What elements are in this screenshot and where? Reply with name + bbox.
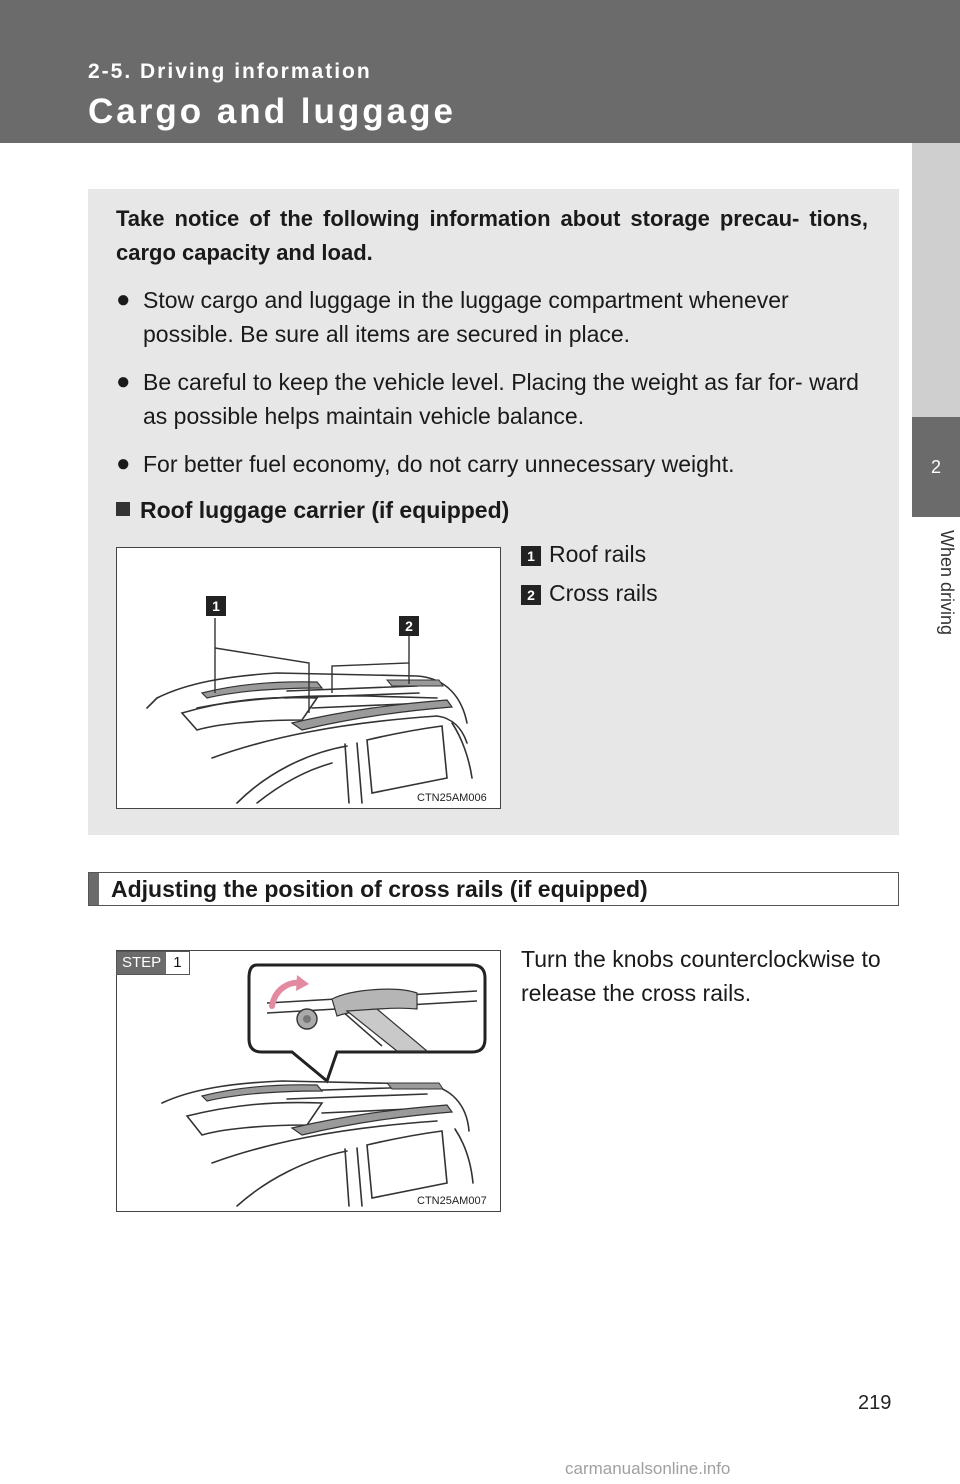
figure-code: CTN25AM006 bbox=[417, 792, 487, 804]
chapter-label: When driving bbox=[937, 530, 957, 636]
bullet-text: Be careful to keep the vehicle level. Placing the weight as far for- ward as possible helps maintain vehicle balance. bbox=[143, 369, 859, 429]
section-heading bbox=[88, 872, 899, 906]
bullet-item bbox=[116, 447, 876, 481]
step-number: 1 bbox=[166, 952, 188, 974]
page-title: Cargo and luggage bbox=[88, 92, 456, 131]
watermark: carmanualsonline.info bbox=[565, 1459, 731, 1478]
legend-label: Cross rails bbox=[549, 580, 658, 606]
page-number: 219 bbox=[858, 1392, 892, 1414]
section-heading-text: Adjusting the position of cross rails (if equipped) bbox=[111, 876, 648, 902]
bullet-text: Stow cargo and luggage in the luggage compartment whenever possible. Be sure all items are secured in place. bbox=[143, 287, 789, 347]
step-badge bbox=[116, 951, 190, 975]
side-tab-chapter bbox=[912, 417, 960, 517]
bullet-icon: ● bbox=[116, 450, 131, 477]
legend-item-cross-rails bbox=[521, 580, 658, 607]
legend-number: 1 bbox=[521, 546, 541, 566]
side-tab-top bbox=[912, 143, 960, 417]
subheading bbox=[116, 497, 509, 524]
square-bullet-icon bbox=[116, 502, 130, 516]
heading-bar bbox=[89, 873, 99, 905]
legend-number: 2 bbox=[521, 585, 541, 605]
bullet-text: For better fuel economy, do not carry unnecessary weight. bbox=[143, 451, 735, 477]
figure-code: CTN25AM007 bbox=[417, 1195, 487, 1207]
step-label: STEP bbox=[117, 952, 166, 974]
svg-text:2: 2 bbox=[405, 618, 413, 634]
side-tab-bottom bbox=[912, 517, 960, 1484]
page-header bbox=[0, 0, 960, 143]
chapter-number: 2 bbox=[930, 456, 941, 477]
section-label: 2-5. Driving information bbox=[88, 60, 372, 83]
subheading-text: Roof luggage carrier (if equipped) bbox=[140, 497, 510, 523]
step-instruction: Turn the knobs counterclockwise to release the cross rails. bbox=[521, 946, 881, 1006]
legend-label: Roof rails bbox=[549, 541, 647, 567]
bullet-icon: ● bbox=[116, 286, 131, 313]
bullet-item bbox=[116, 283, 876, 351]
svg-text:1: 1 bbox=[212, 598, 220, 614]
step1-car-illustration bbox=[117, 951, 500, 1211]
roof-car-illustration bbox=[117, 548, 500, 808]
roof-carrier-figure bbox=[116, 547, 501, 809]
bullet-item bbox=[116, 365, 876, 433]
legend-item-roof-rails bbox=[521, 541, 646, 568]
bullet-icon: ● bbox=[116, 368, 131, 395]
intro-text: Take notice of the following information about storage precau- tions, cargo capacity and load. bbox=[116, 206, 868, 265]
step1-figure bbox=[116, 950, 501, 1212]
